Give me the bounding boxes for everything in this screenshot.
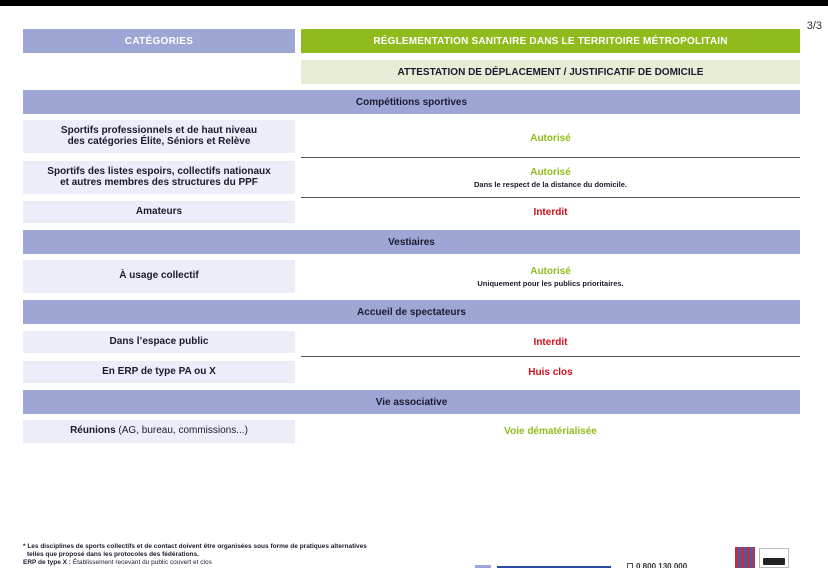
value-cell-erp-pa-x: Huis clos (528, 366, 573, 378)
value-cell-pro-athletes (301, 120, 800, 156)
category-line: Sportifs des listes espoirs, collectifs nationaux (47, 166, 271, 177)
google-play-icon (763, 558, 785, 565)
value-cell-amateurs: Interdit (533, 206, 568, 218)
value-cell-collective-use (301, 260, 800, 294)
attestation-header: ATTESTATION DE DÉPLACEMENT / JUSTIFICATIF DE DOMICILE (301, 60, 800, 84)
regulation-header: RÉGLEMENTATION SANITAIRE DANS LE TERRITOIRE MÉTROPOLITAIN (301, 29, 800, 53)
section-header-vie-associative: Vie associative (23, 390, 800, 414)
category-cell-pro-athletes (23, 120, 295, 153)
category-cell-espoirs (23, 161, 295, 194)
value-cell-meetings: Voie dématérialisée (504, 426, 597, 437)
footnote-text: Établissement recevant du public couvert et clos (70, 559, 212, 566)
value-cell-espoirs (301, 161, 800, 195)
categories-header: CATÉGORIES (23, 29, 295, 53)
row-divider (301, 157, 800, 158)
category-bold-text: Réunions (70, 425, 116, 437)
category-cell-erp-pa-x: En ERP de type PA ou X (23, 361, 295, 383)
section-header-competitions: Compétitions sportives (23, 90, 800, 114)
qr-code-icon[interactable] (735, 547, 755, 568)
footnote-line (23, 559, 212, 567)
category-line: Sportifs professionnels et de haut niveau (60, 125, 258, 136)
footnote-line (27, 551, 199, 559)
category-rest-text: (AG, bureau, commissions...) (115, 425, 248, 437)
status-note: Uniquement pour les publics prioritaires. (477, 279, 624, 288)
category-cell-public-space: Dans l’espace public (23, 331, 295, 353)
category-cell-amateurs: Amateurs (23, 201, 295, 223)
top-black-bar (0, 0, 828, 6)
category-line: et autres membres des structures du PPF (60, 176, 258, 188)
row-divider (301, 197, 800, 198)
status-value: Autorisé (530, 167, 571, 178)
section-header-vestiaires: Vestiaires (23, 230, 800, 254)
app-store-badge[interactable] (759, 548, 789, 568)
category-cell-collective-use: À usage collectif (23, 260, 295, 293)
footnote-line (23, 543, 367, 551)
footnote-label: ERP de type X : (23, 559, 71, 566)
footnote-text: * Les disciplines de sports collectifs et de contact doivent être organisées sous forme de pratiques alternatives (23, 543, 367, 550)
value-cell-public-space: Interdit (533, 336, 568, 348)
section-header-spectateurs: Accueil de spectateurs (23, 300, 800, 324)
status-value: Autorisé (530, 132, 571, 144)
category-line: des catégories Élite, Séniors et Relève (67, 135, 251, 147)
category-cell-meetings (23, 420, 295, 443)
row-divider (301, 356, 800, 357)
phone-icon (627, 563, 633, 568)
footnote-text: telles que proposé dans les protocoles des fédérations. (27, 551, 199, 558)
page-number: 3/3 (806, 20, 822, 32)
status-value: Autorisé (530, 266, 571, 277)
status-note: Dans le respect de la distance du domicile. (474, 180, 627, 189)
phone-number[interactable]: 0 800 130 000 (636, 562, 688, 568)
